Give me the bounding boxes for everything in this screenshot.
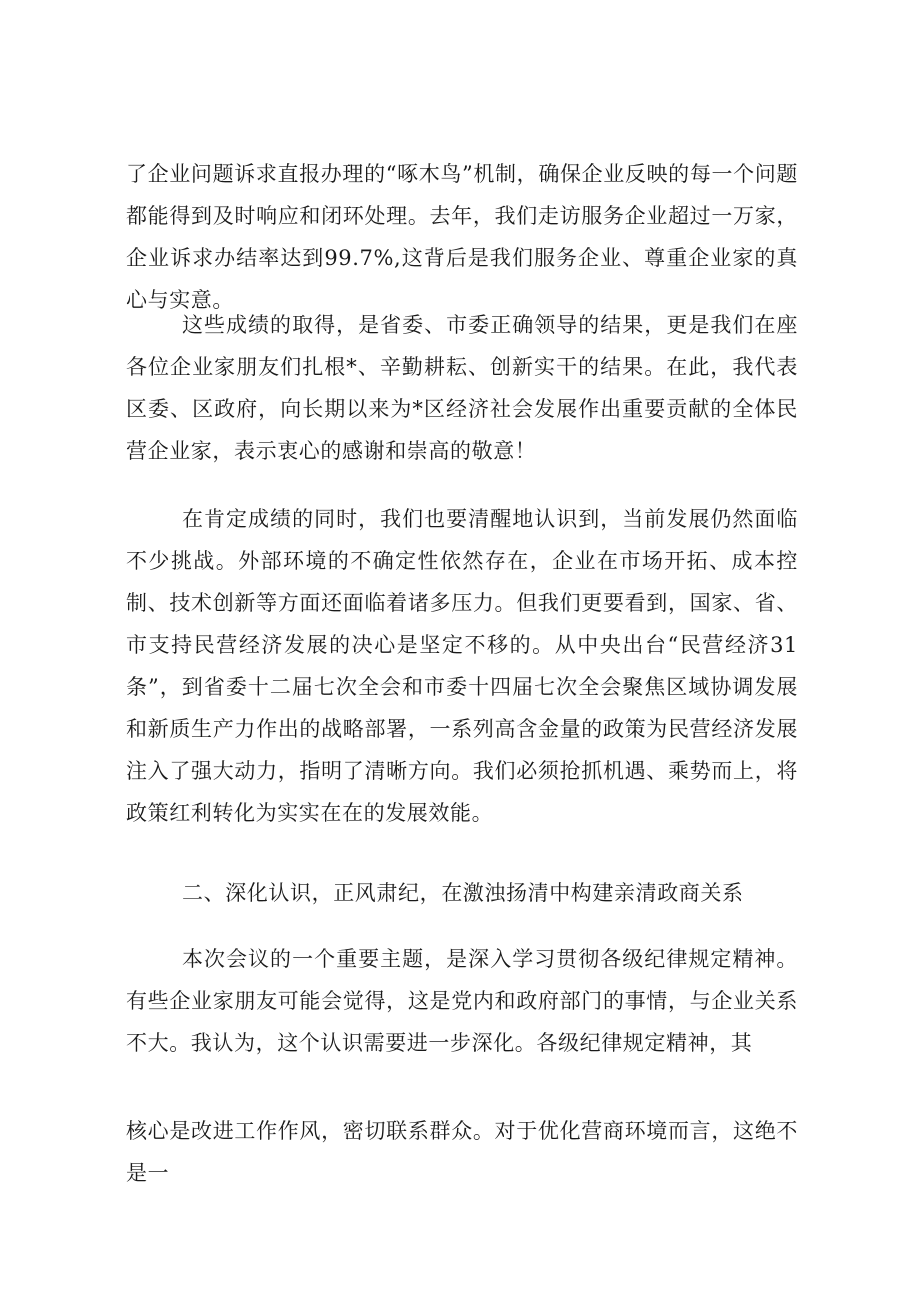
section-heading: 二、深化认识，正风肃纪，在激浊扬清中构建亲清政商关系 [182,881,744,905]
paragraph-discipline: 本次会议的一个重要主题，是深入学习贯彻各级纪律规定精神。有些企业家朋友可能会觉得，这是党内和政府部门的事情，与企业关系不大。我认为，这个认识需要进一步深化。各级纪律规定精神，其 [126,947,798,1055]
paragraph-continuation: 了企业问题诉求直报办理的“啄木鸟”机制，确保企业反映的每一个问题都能得到及时响应和闭环处理。去年，我们走访服务企业超过一万家，企业诉求办结率达到99.7%,这背后是我们服务企业、尊重企业家的真心与实意。 [126,162,798,312]
paragraph-core: 核心是改进工作作风，密切联系群众。对于优化营商环境而言，这绝不是一 [126,1119,798,1185]
paragraph-achievements: 这些成绩的取得，是省委、市委正确领导的结果，更是我们在座各位企业家朋友们扎根*、辛勤耕耘、创新实干的结果。在此，我代表区委、区政府，向长期以来为*区经济社会发展作出重要贡献的全体民营企业家，表示衷心的感谢和崇高的敬意！ [126,313,798,463]
paragraph-challenges: 在肯定成绩的同时，我们也要清醒地认识到，当前发展仍然面临不少挑战。外部环境的不确定性依然存在，企业在市场开拓、成本控制、技术创新等方面还面临着诸多压力。但我们更要看到，国家、省、市支持民营经济发展的决心是坚定不移的。从中央出台“民营经济31条”，到省委十二届七次全会和市委十四届七次全会聚焦区域协调发展和新质生产力作出的战略部署，一系列高含金量的政策为民营经济发展注入了强大动力，指明了清晰方向。我们必须抢抓机遇、乘势而上，将政策红利转化为实实在在的发展效能。 [126,507,798,825]
